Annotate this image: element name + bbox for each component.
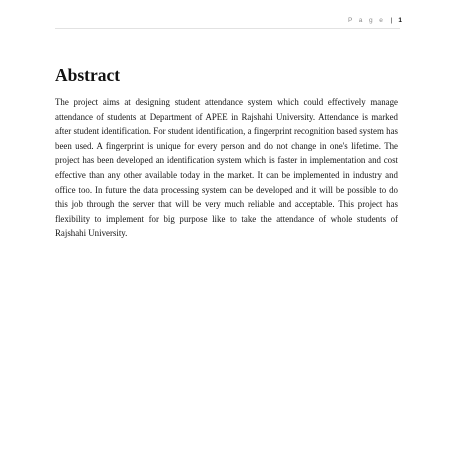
section-title: Abstract <box>55 65 121 85</box>
page-separator: | <box>390 17 393 24</box>
header-divider <box>55 28 400 29</box>
abstract-paragraph: The project aims at designing student attendance system which could effectively manage attendance of students at Department of APEE in Rajshahi University. Attendance is marked after student identification. For student identification, a fingerprint recognition based system has been used. A fingerprint is unique for every person and do not change in one's lifetime. The project has been developed an identification system which is faster in implementation and cost effective than any other available today in the market. It can be implemented in industry and office too. In future the data processing system can be developed and it will be possible to do this job through the server that will be very much reliable and acceptable. This project has flexibility to implement for big purpose like to take the attendance of whole students of Rajshahi University. <box>55 97 398 239</box>
page-number: 1 <box>398 17 402 24</box>
page-header <box>348 16 402 26</box>
page-label: P a g e <box>347 17 386 24</box>
